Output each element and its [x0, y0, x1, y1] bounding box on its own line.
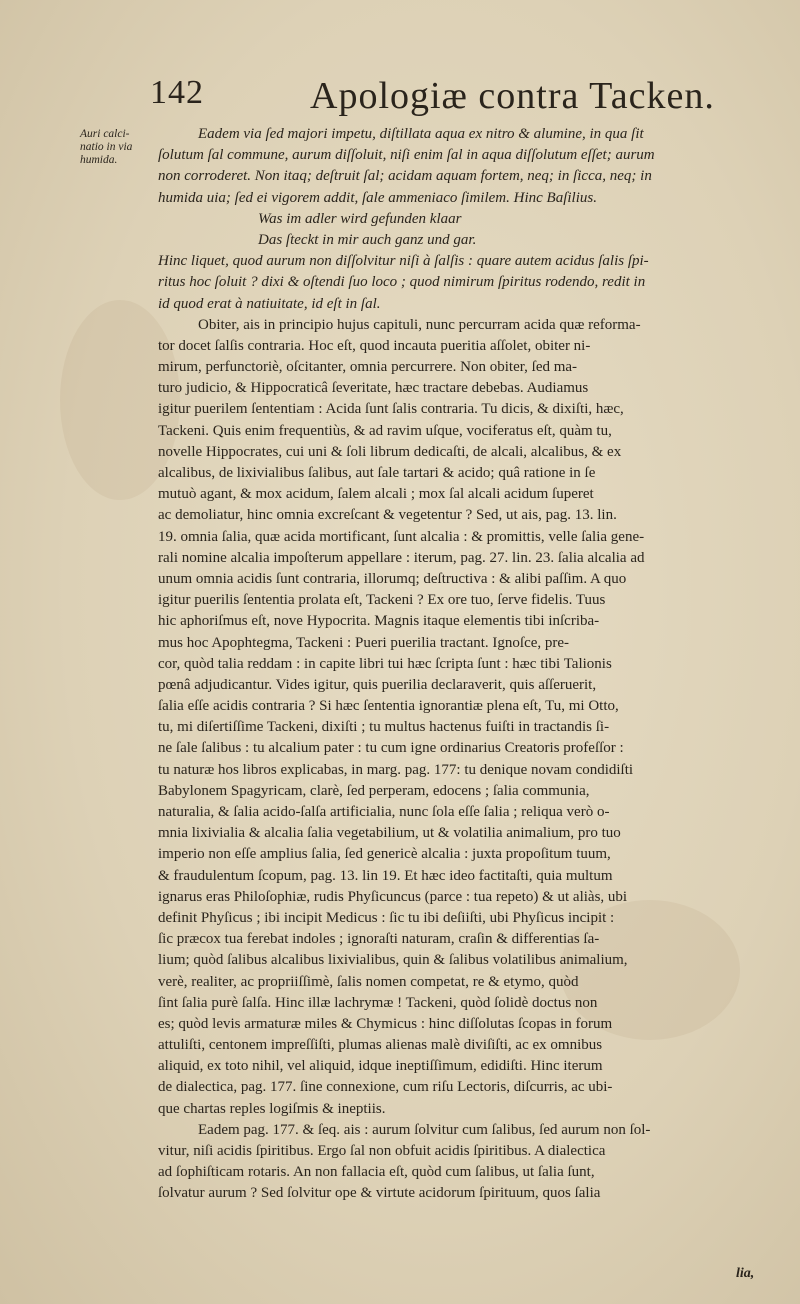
text-line: 19. omnia ſalia, quæ acida mortificant, ſunt alcalia : & promittis, velle ſalia gene- — [158, 528, 645, 545]
margin-note — [80, 128, 170, 167]
text-line: turo judicio, & Hippocraticâ ſeveritate, hæc tractare debebas. Audiamus — [158, 380, 589, 397]
page-number: 142 — [150, 74, 204, 111]
text-line: igitur puerilis ſententia prolata eſt, Tackeni ? Ex ore tuo, ſerve fidelis. Tuus — [158, 592, 606, 609]
text-line: tu, mi diſertiſſime Tackeni, dixiſti ; tu multus hactenus fuiſti in tractandis ſi- — [158, 719, 610, 736]
text-line: ne ſale ſalibus : tu alcalium pater : tu cum igne ordinarius Creatoris profeſſor : — [158, 740, 624, 757]
text-line: Hinc liquet, quod aurum non diſſolvitur niſi à ſalſis : quare autem acidus ſalis ſpi- — [158, 253, 649, 270]
text-line: Das ſteckt in mir auch ganz und gar. — [258, 231, 477, 248]
text-line: lium; quòd ſalibus alcalibus lixivialibus, quin & ſalibus volatilibus animalium, — [158, 952, 628, 969]
text-line: Eadem via ſed majori impetu, diſtillata aqua ex nitro & alumine, in qua ſit — [198, 126, 644, 142]
text-line: tu naturæ hos libros explicabas, in marg. pag. 177: tu denique novam condidiſti — [158, 761, 634, 778]
text-line: ritus hoc ſoluit ? dixi & oſtendi ſuo loco ; quod nimirum ſpiritus rodendo, redit in — [158, 274, 646, 291]
margin-note-line: natio in via — [80, 141, 133, 153]
margin-note-line: humida. — [80, 154, 118, 166]
text-line: Babylonem Spagyricam, clarè, ſed perperam, edocens ; ſalia communia, — [158, 782, 590, 799]
text-line: attuliſti, centonem impreſſiſti, plumas alienas malè diviſiſti, ac ex omnibus — [158, 1037, 603, 1054]
text-line: Obiter, ais in principio hujus capituli, nunc percurram acida quæ reforma- — [198, 316, 641, 333]
text-line: & fraudulentum ſcopum, pag. 13. lin 19. Et hæc ideo factitaſti, quia multum — [158, 867, 613, 884]
text-line: mutuò agant, & mox acidum, ſalem alcali ; mox ſal alcali acidum ſuperet — [158, 486, 594, 503]
running-head: Apologiæ contra Tacken. — [310, 75, 715, 117]
body-text — [158, 124, 768, 1205]
text-line: Eadem pag. 177. & ſeq. ais : aurum ſolvitur cum ſalibus, ſed aurum non ſol- — [198, 1121, 651, 1138]
text-line: igitur puerilem ſententiam : Acida ſunt ſalis contraria. Tu dicis, & dixiſti, hæc, — [158, 401, 624, 418]
text-line: ſic præcox tua ferebat indoles ; ignoraſti naturam, craſin & differentias ſa- — [158, 931, 600, 948]
text-line: naturalia, & ſalia acido-ſalſa artificialia, nunc ſola eſſe ſalia ; reliqua verò o- — [158, 804, 610, 820]
text-line: ſolvatur aurum ? Sed ſolvitur ope & virtute acidorum ſpirituum, quos ſalia — [158, 1185, 601, 1202]
text-line: imperio non eſſe amplius ſalia, ſed genericè alcalia : juxta propoſitum tuum, — [158, 846, 611, 863]
text-line: cor, quòd talia reddam : in capite libri tui hæc ſcripta ſunt : hæc tibi Talionis — [158, 655, 612, 672]
text-line: es; quòd levis armaturæ miles & Chymicus : hinc diſſolutas ſcopas in forum — [158, 1015, 613, 1032]
margin-note-line: Auri calci- — [80, 128, 130, 140]
text-line: vitur, niſi acidis ſpiritibus. Ergo ſal non obfuit acidis ſpiritibus. A dialectica — [158, 1143, 606, 1159]
text-line: rali nomine alcalia impoſterum appellare : iterum, pag. 27. lin. 23. ſalia alcalia ad — [158, 549, 645, 566]
catchword: lia, — [736, 1266, 755, 1281]
text-line: Tackeni. Quis enim frequentiùs, & ad ravim uſque, vociferatus eſt, quàm tu, — [158, 422, 612, 439]
text-line: mus hoc Apophtegma, Tackeni : Pueri puerilia tractant. Ignoſce, pre- — [158, 634, 570, 651]
page-header — [150, 74, 715, 122]
text-line: alcalibus, de lixivialibus ſalibus, aut ſale tartari & acido; quâ ratione in ſe — [158, 465, 596, 481]
text-line: ac demoliatur, hinc omnia excreſcant & vegetentur ? Sed, ut ais, pag. 13. lin. — [158, 507, 617, 524]
text-line: ignarus eras Philoſophiæ, rudis Phyſicuncus (parce : tua repeto) & ut aliàs, ubi — [158, 888, 628, 905]
text-line: ſolutum ſal commune, aurum diſſoluit, niſi enim ſal in aqua diſſolutum eſſet; aurum — [158, 147, 655, 164]
text-line: verè, realiter, ac propriiſſimè, ſalis nomen competat, re & etymo, quòd — [158, 973, 579, 990]
text-line: mirum, perfunctoriè, oſcitanter, omnia percurrere. Non obiter, ſed ma- — [158, 359, 578, 376]
text-line: novelle Hippocrates, cui uni & ſoli librum dedicaſti, de alcali, alcalibus, & ex — [158, 443, 622, 460]
text-line: ad ſophiſticam rotaris. An non fallacia eſt, quòd cum ſalibus, ut ſalia ſunt, — [158, 1164, 595, 1181]
text-line: mnia lixivialia & alcalia ſalia vegetabilium, ut & volatilia animalium, pro tuo — [158, 825, 621, 842]
text-line: definit Phyſicus ; ibi incipit Medicus : ſic tu ibi deſiiſti, ubi Phyſicus incipit : — [158, 909, 615, 926]
text-line: que chartas reples logiſmis & ineptiis. — [158, 1100, 386, 1117]
text-line: hic aphoriſmus eſt, nove Hypocrita. Magnis itaque elementis tibi inſcriba- — [158, 613, 600, 630]
text-line: de dialectica, pag. 177. ſine connexione, cum riſu Lectoris, diſcurris, ac ubi- — [158, 1079, 613, 1096]
text-line: ſalia eſſe acidis contraria ? Si hæc ſententia ignorantiæ plena eſt, Tu, mi Otto, — [158, 698, 619, 715]
text-line: Was im adler wird gefunden klaar — [258, 210, 462, 227]
text-line: tor docet ſalſis contraria. Hoc eſt, quod incauta pueritia aſſolet, obiter ni- — [158, 337, 591, 354]
text-line: id quod erat à natiuitate, id eſt in ſal. — [158, 295, 381, 312]
text-line: humida uia; ſed ei vigorem addit, ſale ammeniaco ſimilem. Hinc Baſilius. — [158, 189, 597, 206]
text-line: non corroderet. Non itaq; deſtruit ſal; acidam aquam fortem, neq; in ſicca, neq; in — [158, 168, 652, 185]
text-line: aliquid, ex toto nihil, vel aliquid, idque ineptiſſimum, edidiſti. Hinc iterum — [158, 1058, 603, 1075]
text-line: pœnâ adjudicantur. Vides igitur, quis puerilia declaraverit, quis aſſeruerit, — [158, 676, 597, 693]
text-line: unum omnia acidis ſunt contraria, illorumq; deſtructiva : & alibi paſſim. A quo — [158, 570, 627, 587]
text-line: ſint ſalia purè ſalſa. Hinc illæ lachrymæ ! Tackeni, quòd ſolidè doctus non — [158, 994, 598, 1011]
